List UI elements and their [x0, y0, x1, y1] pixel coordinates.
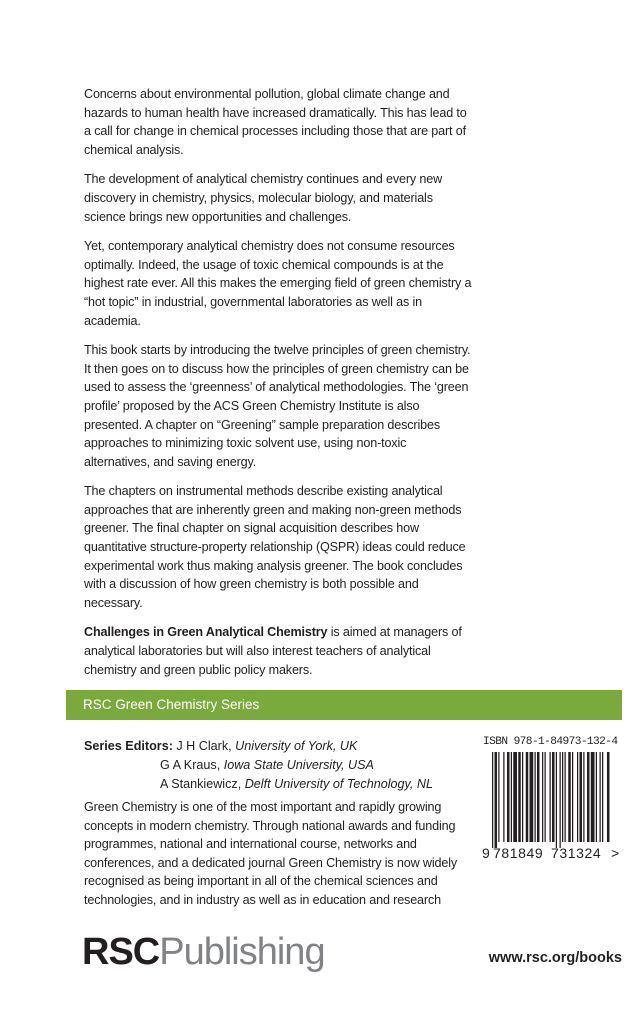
blurb-paragraph-5: The chapters on instrumental methods describe existing analytical approaches that are inherently green and making non-green methods greener. The final chapter on signal acquisition describes how quantitative structure-property relationship (QSPR) ideas could reduce experimental work thus making analysis greener. The book concludes with a discussion of how green chemistry is both possible and necessary. [84, 484, 466, 610]
blurb-paragraph-2: The development of analytical chemistry continues and every new discovery in chemistry, physics, molecular biology, and materials science brings new opportunities and challenges. [84, 172, 443, 224]
blurb-paragraph-4: This book starts by introducing the twelve principles of green chemistry. It then goes on to discuss how the principles of green chemistry can be used to assess the ‘greenness’ of analytical methodologies. The ‘green profile’ proposed by the ACS Green Chemistry Institute is also presented. A chapter on “Greening” sample preparation describes approaches to minimizing toxic solvent use, using non-toxic alternatives, and saving energy. [84, 343, 471, 469]
barcode-digit-end: > [611, 845, 620, 861]
editor-affiliation: University of York, UK [235, 739, 358, 753]
editor-name: J H Clark, [176, 739, 236, 753]
barcode-bar [577, 752, 578, 842]
barcode-bar [492, 752, 493, 848]
barcode-bar [518, 752, 521, 842]
blurb-paragraph-1: Concerns about environmental pollution, global climate change and hazards to human health have increased dramatically. This has lead to a call for change in chemical processes including those that are part of chemical analysis. [84, 87, 467, 157]
isbn-label: ISBN 978-1-84973-132-4 [483, 736, 618, 748]
barcode-bar [562, 752, 563, 842]
series-banner [66, 690, 622, 720]
back-cover-blurb [84, 85, 474, 690]
barcode-bar [565, 752, 566, 842]
rsc-publishing-logo [82, 930, 325, 974]
barcode-bar [550, 752, 551, 842]
barcode-bar [580, 752, 583, 842]
barcode-bar [530, 752, 534, 842]
audience-paragraph [84, 623, 474, 679]
barcode-bar [568, 752, 571, 842]
editor-name: A Stankiewicz, [160, 777, 245, 791]
editor-affiliation: Iowa State University, USA [223, 758, 374, 772]
barcode-bar [596, 752, 597, 842]
series-editors [84, 737, 464, 794]
barcode-bar [607, 752, 610, 842]
series-description: Green Chemistry is one of the most important and rapidly growing concepts in modern chemistry. Through national awards and funding programmes, national and international course, networks and conferences, and a dedicated journal Green Chemistry is now widely recognised as being important in all of the chemical sciences and technologies, and in industry as well as in education and research [84, 800, 458, 907]
website-url: www.rsc.org/books [488, 950, 622, 966]
logo-publishing: Publishing [159, 931, 325, 973]
barcode-bar [535, 752, 536, 842]
barcode-bar [545, 752, 546, 842]
barcode-bar [552, 752, 555, 842]
barcode-bars [492, 752, 610, 848]
barcode-bar [556, 752, 557, 848]
barcode-digit-first: 9 [482, 845, 490, 861]
audience-text: is aimed at managers of analytical laboratories but will also interest teachers of analytical chemistry and green public policy makers. [84, 625, 462, 677]
barcode-bar [498, 752, 499, 842]
barcode-bar [513, 752, 517, 842]
barcode-bar [537, 752, 540, 842]
barcode-bar [600, 752, 601, 842]
barcode-digits-right: 731324 [551, 845, 602, 861]
barcode-bar [591, 752, 595, 842]
barcode-bar [526, 752, 529, 842]
editor-row [84, 775, 464, 794]
editor-affiliation: Delft University of Technology, NL [244, 777, 433, 791]
barcode [480, 752, 622, 862]
barcode-bar [583, 752, 584, 842]
logo-rsc: RSC [82, 931, 160, 973]
barcode-bar [587, 752, 590, 842]
editor-name: G A Kraus, [160, 758, 224, 772]
barcode-digits-left: 781849 [493, 845, 544, 861]
barcode-bar [542, 752, 543, 842]
barcode-bar [503, 752, 504, 842]
barcode-bar [507, 752, 510, 842]
barcode-bar [511, 752, 512, 842]
editor-row [84, 737, 464, 756]
editor-row [84, 756, 464, 775]
barcode-bar [572, 752, 573, 842]
series-banner-label: RSC Green Chemistry Series [83, 697, 260, 712]
barcode-bar [602, 752, 603, 842]
series-editors-label: Series Editors: [84, 739, 173, 753]
book-title: Challenges in Green Analytical Chemistry [84, 625, 328, 640]
barcode-bar [560, 752, 561, 848]
barcode-bar [522, 752, 523, 842]
blurb-paragraph-3: Yet, contemporary analytical chemistry does not consume resources optimally. Indeed, the usage of toxic chemical compounds is at the highest rate ever. All this makes the emerging field of green chemistry a “hot topic” in industrial, governmental laboratories as well as in academia. [84, 239, 472, 328]
barcode-bar [495, 752, 498, 848]
